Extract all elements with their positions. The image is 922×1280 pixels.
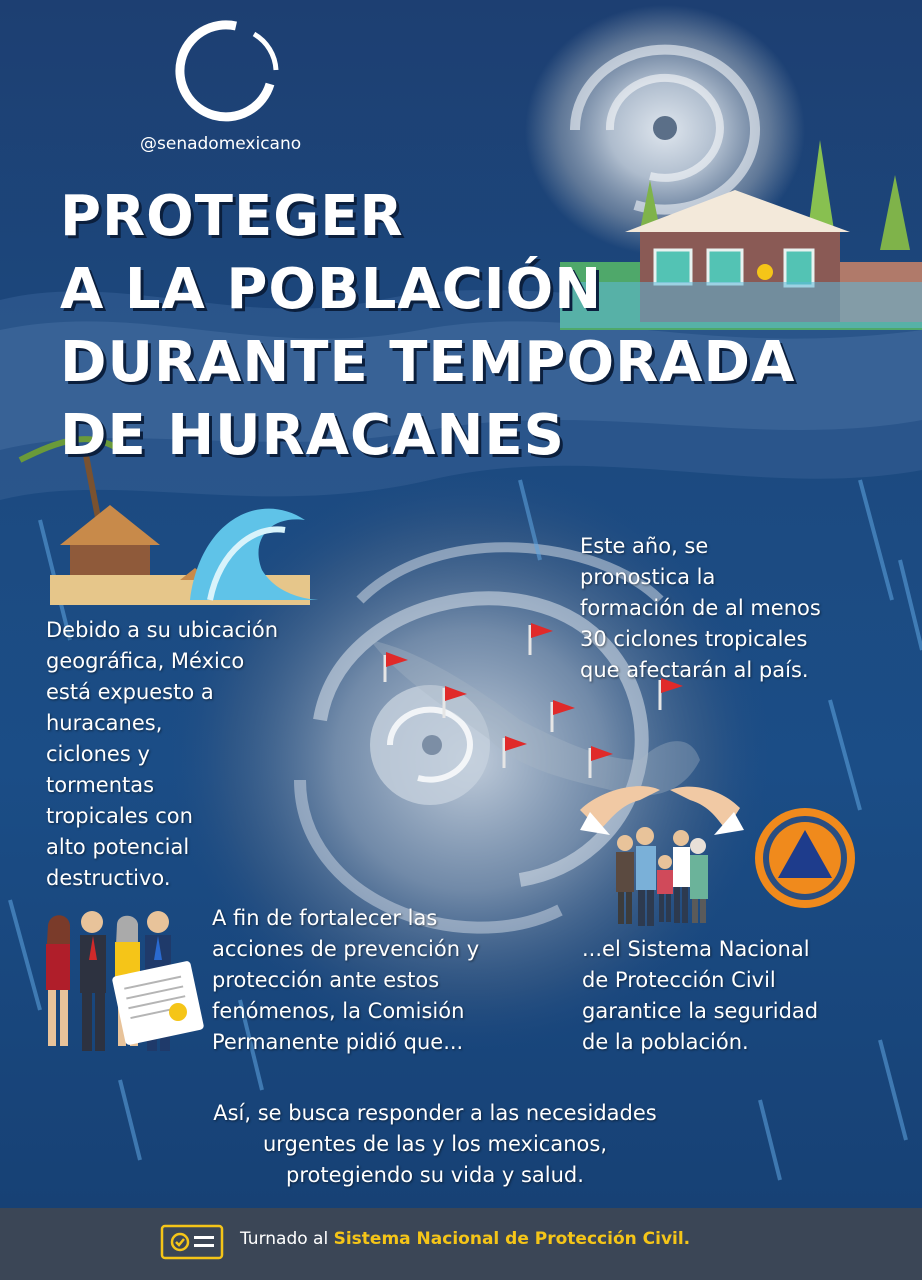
text-line: está expuesto a	[46, 680, 214, 704]
text-line: Debido a su ubicación	[46, 618, 279, 642]
text-line: Este año, se	[580, 534, 709, 558]
text-line: acciones de prevención y	[212, 937, 480, 961]
social-handle: @senadomexicano	[140, 134, 302, 154]
title-line: DURANTE TEMPORADA	[60, 330, 796, 395]
senado-ring-logo-icon	[170, 14, 286, 124]
civil-protection-emblem-icon	[755, 808, 855, 908]
text-line: Así, se busca responder a las necesidades	[213, 1101, 657, 1125]
footer-highlight: Sistema Nacional de Protección Civil.	[333, 1229, 691, 1249]
text-line: 30 ciclones tropicales	[580, 627, 808, 651]
text-line: protegiendo su vida y salud.	[286, 1163, 584, 1187]
text-line: que afectarán al país.	[580, 658, 809, 682]
text-line: Permanente pidió que...	[212, 1030, 464, 1054]
text-line: geográfica, México	[46, 649, 245, 673]
mexico-exposure-text	[46, 615, 278, 894]
civil-protection-text	[582, 934, 818, 1058]
title-line: A LA POBLACIÓN	[60, 257, 603, 322]
text-line: formación de al menos	[580, 596, 821, 620]
text-line: tropicales con	[46, 804, 193, 828]
title-line: PROTEGER	[60, 184, 404, 249]
forecast-text	[580, 531, 821, 686]
text-line: huracanes,	[46, 711, 163, 735]
text-line: ciclones y	[46, 742, 150, 766]
text-line: destructivo.	[46, 866, 171, 890]
text-line: de la población.	[582, 1030, 749, 1054]
commission-request-text	[212, 903, 479, 1058]
text-line: A fin de fortalecer las	[212, 906, 438, 930]
page-title	[60, 180, 820, 472]
closing-text	[140, 1098, 730, 1191]
title-line: DE HURACANES	[60, 403, 565, 468]
text-line: ...el Sistema Nacional	[582, 937, 810, 961]
text-line: de Protección Civil	[582, 968, 776, 992]
text-line: fenómenos, la Comisión	[212, 999, 465, 1023]
text-line: pronostica la	[580, 565, 716, 589]
footer-referral-text	[240, 1229, 690, 1249]
text-line: protección ante estos	[212, 968, 440, 992]
text-line: garantice la seguridad	[582, 999, 819, 1023]
footer-prefix: Turnado al	[240, 1229, 329, 1249]
text-line: tormentas	[46, 773, 155, 797]
text-line: urgentes de las y los mexicanos,	[262, 1132, 607, 1156]
document-referral-icon	[160, 1222, 226, 1262]
text-line: alto potencial	[46, 835, 190, 859]
